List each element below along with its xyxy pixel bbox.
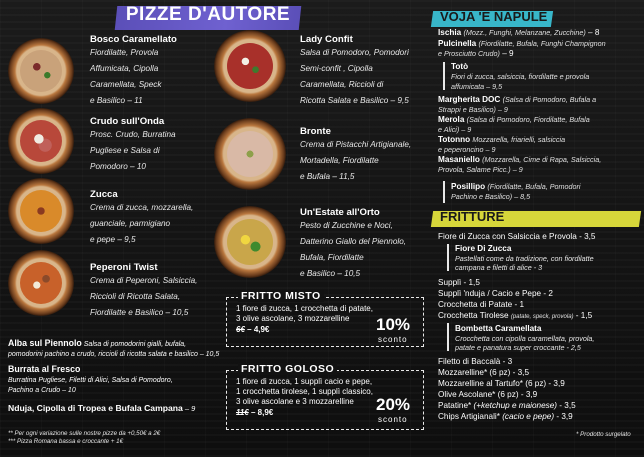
item-desc: (patate, speck, provola)	[510, 314, 574, 320]
item-desc: affumicata	[451, 82, 485, 91]
new-price: – 4,9€	[247, 325, 270, 334]
item-price: – 9	[495, 105, 508, 114]
footnote: *** Pizza Romana bassa e croccante + 1€	[8, 438, 124, 445]
pizza-image-bronte	[214, 118, 286, 190]
item-price: – 9	[483, 145, 496, 154]
pizza-name: Alba sul Piennolo	[8, 338, 82, 348]
fritture-item: Supplì 'nduja / Cacio e Pepe - 2	[438, 289, 553, 298]
pizza-desc: pomodorini pachino a crudo, riccioli di ricotta salata e basilico – 10,5	[8, 351, 220, 358]
pizza-desc: Pomodoro – 10	[90, 162, 146, 171]
fritture-item-tirolese	[438, 311, 592, 322]
fritto-goloso-sconto: sconto	[378, 415, 408, 424]
item-desc: e Alici)	[438, 125, 460, 134]
old-price: 11€	[236, 408, 249, 417]
pizza-desc: Bufala, Fiordilatte	[300, 253, 364, 262]
pizza-image-zucca	[8, 178, 74, 244]
pizza-name: Peperoni Twist	[90, 262, 158, 273]
item-price: – 9,5	[484, 82, 503, 91]
pizza-name: Un'Estate all'Orto	[300, 207, 380, 218]
fritture-item: Supplì - 1,5	[438, 278, 480, 287]
item-name: Totò	[451, 62, 469, 71]
item-name: Posillipo	[451, 182, 486, 191]
pizza-desc: Ricotta Salata e Basilico – 9,5	[300, 96, 409, 105]
napule-title: VOJA 'E NAPULE	[440, 9, 548, 24]
item-name: Patatine*	[438, 401, 472, 410]
item-desc: (+ketchup e maionese)	[473, 401, 558, 410]
pizza-burrata	[8, 364, 173, 396]
fiore-desc-line: Pastellati come da tradizione, con fiordilatte	[455, 254, 594, 263]
pizza-desc: guanciale, parmigiano	[90, 219, 171, 228]
pizza-desc: Prosc. Crudo, Burratina	[90, 130, 176, 139]
item-desc: (Fiordilatte, Bufala, Pomodori	[487, 182, 581, 191]
new-price: – 8,9€	[251, 408, 274, 417]
item-name: Pulcinella	[438, 39, 477, 48]
item-desc: (Fiordilatte, Bufala, Funghi Champignon	[478, 39, 606, 48]
fritto-misto-line: 1 fiore di zucca, 1 crocchetta di patate,	[236, 304, 373, 313]
item-price: – 9	[510, 165, 523, 174]
fiore-desc-line: campana e filetti di alice - 3	[455, 263, 543, 272]
pizza-desc: e Basilico – 11	[90, 96, 143, 105]
pizza-name: Nduja, Cipolla di Tropea e Bufala Campana	[8, 403, 183, 413]
pizza-alba	[8, 338, 219, 360]
fritture-item: Mozzarelline* (6 pz) - 3,5	[438, 368, 530, 377]
pizza-desc: Riccioli di Ricotta Salata,	[90, 292, 181, 301]
pizza-desc: Salsa di Pomodoro, Pomodori	[300, 48, 409, 57]
pizza-desc: Caramellata, Speck	[90, 80, 162, 89]
fritto-goloso-discount: 20%	[376, 395, 411, 414]
pizza-desc: Pachino a Crudo – 10	[8, 387, 76, 394]
fritto-misto-discount: 10%	[376, 315, 411, 334]
pizza-desc: Fiordilatte e Basilico – 10,5	[90, 308, 189, 317]
item-desc: (cacio e pepe)	[502, 412, 555, 421]
napule-item-merola	[438, 115, 590, 135]
fiore-accent-bar	[447, 244, 449, 271]
pizza-desc: Datterino Giallo del Piennolo,	[300, 237, 407, 246]
pizza-desc: – 9	[184, 404, 196, 413]
pizza-nduja	[8, 403, 195, 413]
pizza-crudo	[90, 116, 176, 175]
item-desc: (Mozz., Funghi, Melanzane, Zucchine)	[463, 28, 586, 37]
pizza-peperoni	[90, 262, 197, 321]
bombetta-title: Bombetta Caramellata	[455, 324, 542, 333]
item-desc: (Salsa di Pomodoro, Fiordilatte, Bufala	[466, 115, 590, 124]
item-desc: (Salsa di Pomodoro, Bufala a	[502, 95, 597, 104]
bombetta-desc	[455, 334, 594, 352]
item-price: – 8	[585, 28, 600, 37]
item-name: Margherita DOC	[438, 95, 501, 104]
fritture-item-chips	[438, 412, 573, 422]
item-desc: Mozzarella, friarielli, salsiccia	[472, 135, 566, 144]
item-price: - 1,5	[573, 311, 593, 320]
pizza-image-lady-confit	[214, 30, 286, 102]
pizza-desc: Pugliese e Salsa di	[90, 146, 160, 155]
napule-item-pulcinella	[438, 39, 606, 59]
fritto-goloso-title: FRITTO GOLOSO	[238, 363, 337, 375]
napule-item-posillipo	[451, 182, 581, 202]
pizza-name: Zucca	[90, 189, 118, 200]
footnotes	[8, 430, 160, 446]
pizza-image-peperoni	[8, 250, 74, 316]
item-price: – 9	[459, 125, 472, 134]
fritture-item: Filetto di Baccalà - 3	[438, 357, 513, 366]
item-name: Chips Artigianali*	[438, 412, 500, 421]
item-desc: Fiori di zucca, salsiccia, fiordilatte e provola	[451, 72, 590, 81]
pizza-name: Bosco Caramellato	[90, 34, 177, 45]
page-title: PIZZE D'AUTORE	[125, 4, 291, 25]
item-desc: Pachino e Basilico)	[451, 192, 513, 201]
footnote: ** Per ogni variazione sulle nostre pizze da +0,50€ a 2€	[8, 430, 161, 437]
pizza-desc: Crema di Pistacchi Artigianale,	[300, 140, 412, 149]
fiore-desc	[455, 254, 594, 272]
pizza-estate-orto	[300, 207, 406, 282]
pizza-desc: Pesto di Zucchine e Noci,	[300, 221, 393, 230]
pizza-name: Burrata al Fresco	[8, 364, 81, 374]
fritture-item: Fiore di Zucca con Salsiccia e Provola - 3,5	[438, 232, 596, 241]
pizza-name: Bronte	[300, 126, 331, 137]
pizza-desc: Burratina Pugliese, Filetti di Alici, Salsa di Pomodoro,	[8, 377, 173, 384]
pizza-desc: Semi-confit , Cipolla	[300, 64, 373, 73]
fritture-item: Crocchetta di Patate - 1	[438, 300, 525, 309]
item-desc: e peperoncino	[438, 145, 484, 154]
fritto-misto-title: FRITTO MISTO	[238, 290, 324, 302]
item-desc: (Mozzarella, Cime di Rapa, Salsiccia,	[482, 155, 602, 164]
napule-item-ischia	[438, 28, 599, 38]
pizza-desc: Crema di Peperoni, Salsiccia,	[90, 276, 198, 285]
fritto-goloso-line: 1 fiore di zucca, 1 supplì cacio e pepe,	[236, 377, 373, 386]
napule-item-totonno	[438, 135, 565, 155]
bombetta-accent-bar	[447, 323, 449, 351]
pizza-bosco	[90, 34, 177, 109]
pizza-image-crudo	[8, 108, 74, 174]
fritture-item-patatine	[438, 401, 576, 411]
pizza-zucca	[90, 189, 193, 248]
pizza-desc: Fiordilatte, Provola	[90, 48, 159, 57]
napule-item-toto	[451, 62, 589, 92]
item-name: Ischia	[438, 28, 462, 37]
pizza-desc: e Basilico – 10,5	[300, 269, 361, 278]
pizza-desc: e pepe – 9,5	[90, 235, 136, 244]
pizza-desc: Crema di zucca, mozzarella,	[90, 203, 194, 212]
fritture-title: FRITTURE	[440, 209, 505, 224]
pizza-desc: Mortadella, Fiordilatte	[300, 156, 379, 165]
pizza-bronte	[300, 126, 411, 185]
bombetta-desc-line: patate e panatura super croccante - 2,5	[455, 343, 581, 352]
pizza-name: Lady Confit	[300, 34, 353, 45]
item-price: - 3,9	[554, 412, 573, 421]
pizza-desc: Caramellata, Riccioli di	[300, 80, 384, 89]
item-desc: Provola, Salame Picc.)	[438, 165, 511, 174]
item-desc: e Prosciutto Crudo)	[438, 49, 500, 58]
fritto-misto-line: 3 olive ascolane, 3 mozzarelline	[236, 314, 350, 323]
frozen-note: * Prodotto surgelato	[576, 431, 631, 438]
posillipo-accent-bar	[443, 181, 445, 203]
fritto-goloso-line: 3 olive ascolane e 3 mozzarelline	[236, 397, 354, 406]
fritture-item: Mozzarelline al Tartufo* (6 pz) - 3,9	[438, 379, 565, 388]
pizza-name: Crudo sull'Onda	[90, 116, 165, 127]
napule-item-margherita	[438, 95, 596, 115]
fritture-item: Olive Ascolane* (6 pz) - 3,9	[438, 390, 538, 399]
item-name: Masaniello	[438, 155, 480, 164]
item-price: – 9	[499, 49, 514, 58]
fiore-title: Fiore Di Zucca	[455, 244, 512, 253]
item-name: Totonno	[438, 135, 471, 144]
old-price: 6€	[236, 325, 245, 334]
pizza-lady-confit	[300, 34, 409, 109]
pizza-desc: e Bufala – 11,5	[300, 172, 355, 181]
napule-item-masaniello	[438, 155, 601, 175]
item-desc: Strappi e Basilico)	[438, 105, 496, 114]
bombetta-desc-line: Crocchetta con cipolla caramellata, provola,	[455, 334, 595, 343]
pizza-desc: Salsa di pomodorini gialli, bufala,	[83, 341, 187, 348]
item-price: - 3,5	[557, 401, 576, 410]
fritto-misto-price	[236, 325, 269, 335]
item-name: Merola	[438, 115, 465, 124]
toto-accent-bar	[443, 62, 445, 90]
item-price: – 8,5	[512, 192, 531, 201]
pizza-desc: Affumicata, Cipolla	[90, 64, 159, 73]
pizza-image-bosco	[8, 38, 74, 104]
pizza-image-estate-orto	[214, 206, 286, 278]
fritto-goloso-line: 1 crocchetta tirolese, 1 supplì classico,	[236, 387, 373, 396]
fritto-misto-sconto: sconto	[378, 335, 408, 344]
fritto-goloso-price	[236, 408, 273, 418]
item-name: Crocchetta Tirolese	[438, 311, 509, 320]
